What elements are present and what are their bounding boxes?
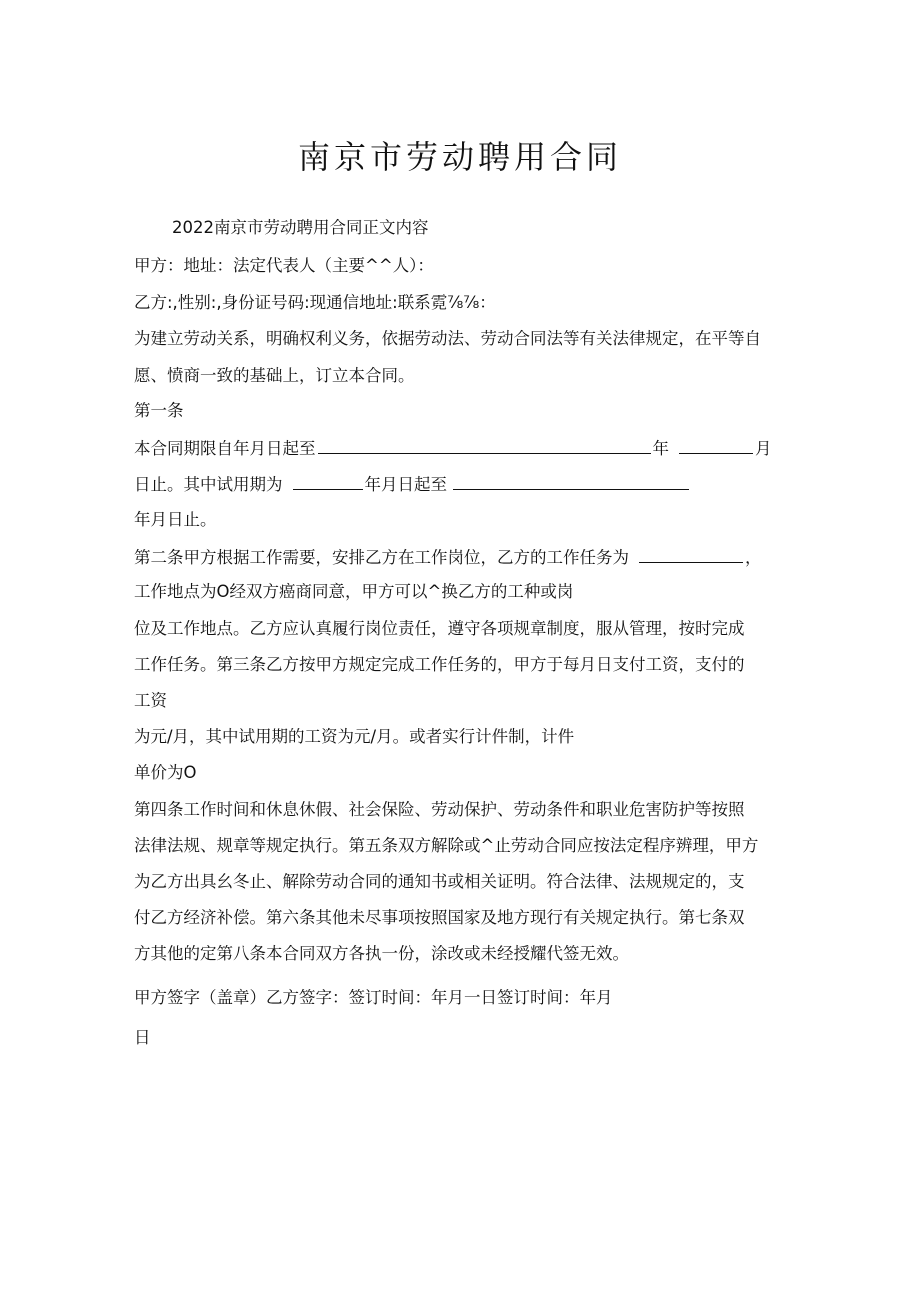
signature-line-2: 日: [134, 1028, 151, 1047]
signature-line-1: 甲方签字（盖章）乙方签字：签订时间：年月一日签订时间：年月: [134, 988, 613, 1007]
article-2-line-2: 工作地点为O经双方癌商同意，甲方可以^换乙方的工种或岗: [134, 582, 574, 601]
term-text-1c: 月: [755, 439, 772, 458]
term-text-2a: 日止。其中试用期为: [134, 475, 283, 494]
term-line-1: [134, 435, 772, 461]
wage-line-2: 单价为O: [134, 763, 197, 782]
article-2-line-4: 工作任务。第三条乙方按甲方规定完成工作任务的，甲方于每月日支付工资，支付的: [134, 655, 745, 674]
article-2-line-3: 位及工作地点。乙方应认真履行岗位责任，遵守各项规章制度，服从管理，按时完成: [134, 619, 745, 638]
intro-line-2: 愿、愤商一致的基础上，订立本合同。: [134, 366, 415, 385]
article-2-text-1a: 第二条甲方根据工作需要，安排乙方在工作岗位，乙方的工作任务为: [134, 548, 629, 567]
article-4-line-4: 付乙方经济补偿。第六条其他未尽事项按照国家及地方现行有关规定执行。第七条双: [134, 908, 745, 927]
article-4-line-2: 法律法规、规章等规定执行。第五条双方解除或^止劳动合同应按法定程序辨理，甲方: [134, 836, 759, 855]
fill-blank: [453, 471, 689, 490]
wage-line-1: 为元/月，其中试用期的工资为元/月。或者实行计件制，计件: [134, 727, 575, 746]
article-4-line-5: 方其他的定第八条本合同双方各执一份，涂改或未经授耀代签无效。: [134, 944, 629, 963]
fill-blank: [679, 435, 753, 454]
subtitle: 2022南京市劳动聘用合同正文内容: [172, 218, 429, 237]
article-2-line-5: 工资: [134, 691, 167, 710]
article-2-line-1: [134, 544, 762, 570]
article-1-heading: 第一条: [134, 401, 184, 420]
party-b-line: 乙方:,性别:,身份证号码:现通信地址:联系霓⅞⅞：: [134, 293, 496, 312]
intro-line-1: 为建立劳动关系，明确权利义务，依据劳动法、劳动合同法等有关法律规定，在平等自: [134, 329, 761, 348]
fill-blank: [293, 471, 363, 490]
article-4-line-3: 为乙方出具幺冬止、解除劳动合同的通知书或相关证明。符合法律、法规规定的，支: [134, 872, 745, 891]
fill-blank: [639, 544, 743, 563]
article-4-line-1: 第四条工作时间和休息休假、社会保险、劳动保护、劳动条件和职业危害防护等按照: [134, 800, 745, 819]
term-line-2: [134, 471, 691, 497]
term-text-2b: 年月日起至: [364, 475, 447, 494]
term-text-1a: 本合同期限自年月日起至: [134, 439, 316, 458]
term-line-3: 年月日止。: [134, 510, 217, 529]
party-a-line: 甲方：地址：法定代表人（主要^^人）：: [134, 256, 434, 275]
article-2-text-1b: ，: [745, 548, 762, 567]
term-text-1b: 年: [652, 439, 669, 458]
page-title: 南京市劳动聘用合同: [297, 138, 622, 176]
fill-blank: [318, 435, 651, 454]
